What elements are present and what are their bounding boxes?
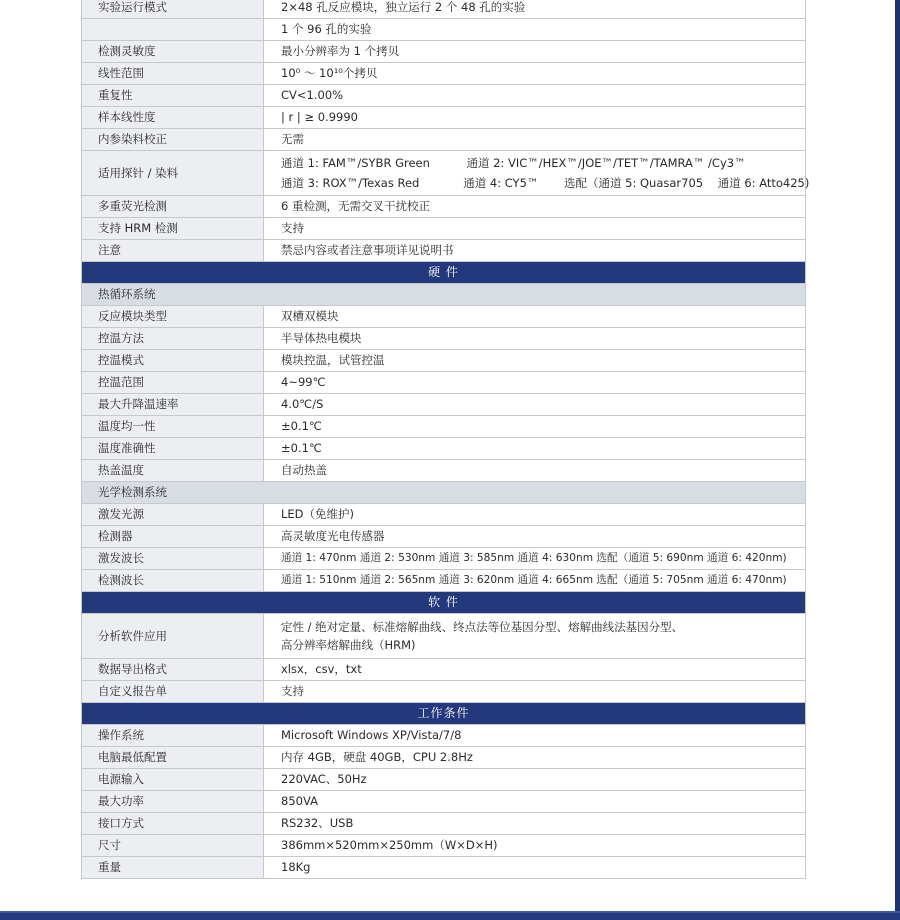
spec-label: 最大功率 bbox=[82, 791, 264, 812]
spec-value: RS232、USB bbox=[281, 816, 354, 830]
probes-line-1: 通道 1: FAM™/SYBR Green 通道 2: VIC™/HEX™/JOE™/TET™/TAMRA™ /Cy3™ bbox=[281, 156, 746, 170]
spec-value: 1 个 96 孔的实验 bbox=[281, 22, 372, 36]
spec-label: 样本线性度 bbox=[82, 107, 264, 128]
spec-value: 6 重检测，无需交叉干扰校正 bbox=[281, 199, 430, 213]
spec-value: 支持 bbox=[281, 221, 304, 235]
spec-row bbox=[82, 415, 805, 437]
spec-label: 适用探针 / 染料 bbox=[82, 151, 264, 195]
spec-label: 检测灵敏度 bbox=[82, 41, 264, 62]
spec-label: 控温范围 bbox=[82, 372, 264, 393]
spec-row bbox=[82, 459, 805, 481]
spec-row bbox=[82, 128, 805, 150]
spec-value: 4~99℃ bbox=[281, 375, 326, 389]
spec-row bbox=[82, 106, 805, 128]
spec-label: 电脑最低配置 bbox=[82, 747, 264, 768]
spec-row bbox=[82, 790, 805, 812]
spec-value: 内存 4GB，硬盘 40GB，CPU 2.8Hz bbox=[281, 750, 473, 764]
spec-value: 禁忌内容或者注意事项详见说明书 bbox=[281, 243, 454, 257]
spec-row bbox=[82, 547, 805, 569]
spec-row bbox=[82, 371, 805, 393]
spec-value bbox=[264, 151, 809, 195]
spec-row bbox=[82, 84, 805, 106]
spec-label: 数据导出格式 bbox=[82, 659, 264, 680]
spec-value: 通道 1: 470nm 通道 2: 530nm 通道 3: 585nm 通道 4: 630nm 选配（通道 5: 690nm 通道 6: 420nm) bbox=[281, 552, 787, 564]
spec-label bbox=[82, 19, 264, 40]
spec-label: 热盖温度 bbox=[82, 460, 264, 481]
spec-value: 850VA bbox=[281, 794, 318, 808]
section-header-hardware: 硬 件 bbox=[82, 261, 805, 283]
spec-label: 控温模式 bbox=[82, 350, 264, 371]
spec-value: 220VAC、50Hz bbox=[281, 772, 367, 786]
spec-value: 通道 1: 510nm 通道 2: 565nm 通道 3: 620nm 通道 4: 665nm 选配（通道 5: 705nm 通道 6: 470nm) bbox=[281, 574, 787, 586]
spec-value: ±0.1℃ bbox=[281, 419, 322, 433]
spec-label: 分析软件应用 bbox=[82, 614, 264, 658]
analysis-line-2: 高分辨率熔解曲线（HRM) bbox=[281, 638, 416, 652]
spec-label: 线性范围 bbox=[82, 63, 264, 84]
spec-value: xlsx，csv，txt bbox=[281, 662, 362, 676]
spec-value: 10⁰ ～ 10¹⁰个拷贝 bbox=[281, 66, 378, 80]
spec-label: 电源输入 bbox=[82, 769, 264, 790]
spec-row bbox=[82, 812, 805, 834]
spec-value: Microsoft Windows XP/Vista/7/8 bbox=[281, 728, 462, 742]
spec-value: LED（免维护) bbox=[281, 507, 355, 521]
spec-value: ±0.1℃ bbox=[281, 441, 322, 455]
spec-row-probes bbox=[82, 150, 810, 195]
spec-value: 386mm×520mm×250mm（W×D×H) bbox=[281, 838, 498, 852]
spec-row bbox=[82, 856, 805, 878]
spec-value: 半导体热电模块 bbox=[281, 331, 362, 345]
page-right-edge bbox=[895, 0, 900, 911]
spec-label: 温度均一性 bbox=[82, 416, 264, 437]
spec-value: 2×48 孔反应模块，独立运行 2 个 48 孔的实验 bbox=[281, 0, 526, 14]
spec-row bbox=[82, 18, 805, 40]
spec-label: 检测器 bbox=[82, 526, 264, 547]
spec-label: 注意 bbox=[82, 240, 264, 261]
spec-value: | r | ≥ 0.9990 bbox=[281, 110, 358, 124]
probes-line-2: 通道 3: ROX™/Texas Red 通道 4: CY5™ 选配（通道 5: Quasar705 通道 6: Atto425) bbox=[281, 176, 810, 190]
spec-row bbox=[82, 503, 805, 525]
spec-row bbox=[82, 327, 805, 349]
spec-value: 18Kg bbox=[281, 860, 311, 874]
spec-value: 高灵敏度光电传感器 bbox=[281, 529, 385, 543]
spec-label: 检测波长 bbox=[82, 570, 264, 591]
spec-row bbox=[82, 658, 805, 680]
spec-table bbox=[81, 0, 810, 879]
spec-value: 支持 bbox=[281, 684, 304, 698]
spec-row bbox=[82, 0, 805, 18]
spec-row bbox=[82, 62, 805, 84]
spec-row bbox=[82, 217, 805, 239]
analysis-line-1: 定性 / 绝对定量、标准熔解曲线、终点法等位基因分型、熔解曲线法基因分型、 bbox=[281, 620, 684, 634]
spec-label: 重量 bbox=[82, 857, 264, 878]
spec-label: 控温方法 bbox=[82, 328, 264, 349]
spec-row bbox=[82, 195, 805, 217]
section-header-software: 软 件 bbox=[82, 591, 805, 613]
spec-row bbox=[82, 305, 805, 327]
spec-value: 无需 bbox=[281, 132, 304, 146]
spec-row bbox=[82, 768, 805, 790]
spec-label: 重复性 bbox=[82, 85, 264, 106]
spec-label: 实验运行模式 bbox=[82, 0, 264, 18]
spec-label: 支持 HRM 检测 bbox=[82, 218, 264, 239]
spec-label: 操作系统 bbox=[82, 725, 264, 746]
spec-value bbox=[264, 614, 805, 658]
spec-row bbox=[82, 834, 805, 856]
spec-label: 激发光源 bbox=[82, 504, 264, 525]
spec-value: CV<1.00% bbox=[281, 88, 344, 102]
spec-label: 自定义报告单 bbox=[82, 681, 264, 702]
subsection-header-thermal bbox=[82, 283, 805, 305]
spec-value: 4.0℃/S bbox=[281, 397, 324, 411]
spec-row bbox=[82, 680, 805, 702]
spec-label: 内参染料校正 bbox=[82, 129, 264, 150]
spec-value: 双槽双模块 bbox=[281, 309, 339, 323]
spec-value: 最小分辨率为 1 个拷贝 bbox=[281, 44, 400, 58]
spec-label: 接口方式 bbox=[82, 813, 264, 834]
spec-row bbox=[82, 349, 805, 371]
page-bottom-band bbox=[0, 911, 900, 920]
spec-row bbox=[82, 569, 805, 591]
spec-row bbox=[82, 525, 805, 547]
spec-row-analysis bbox=[82, 613, 805, 658]
spec-label: 多重荧光检测 bbox=[82, 196, 264, 217]
spec-row bbox=[82, 437, 805, 459]
spec-label: 最大升降温速率 bbox=[82, 394, 264, 415]
subsection-header-optical bbox=[82, 481, 805, 503]
subsection-title: 光学检测系统 bbox=[98, 485, 167, 499]
spec-row bbox=[82, 40, 805, 62]
subsection-title: 热循环系统 bbox=[98, 287, 156, 301]
spec-row bbox=[82, 746, 805, 768]
spec-value: 自动热盖 bbox=[281, 463, 327, 477]
spec-label: 激发波长 bbox=[82, 548, 264, 569]
spec-row bbox=[82, 239, 805, 261]
spec-label: 尺寸 bbox=[82, 835, 264, 856]
spec-label: 温度准确性 bbox=[82, 438, 264, 459]
spec-row bbox=[82, 724, 805, 746]
spec-value: 模块控温，试管控温 bbox=[281, 353, 385, 367]
spec-label: 反应模块类型 bbox=[82, 306, 264, 327]
spec-row bbox=[82, 393, 805, 415]
section-header-working-conditions: 工作条件 bbox=[82, 702, 805, 724]
